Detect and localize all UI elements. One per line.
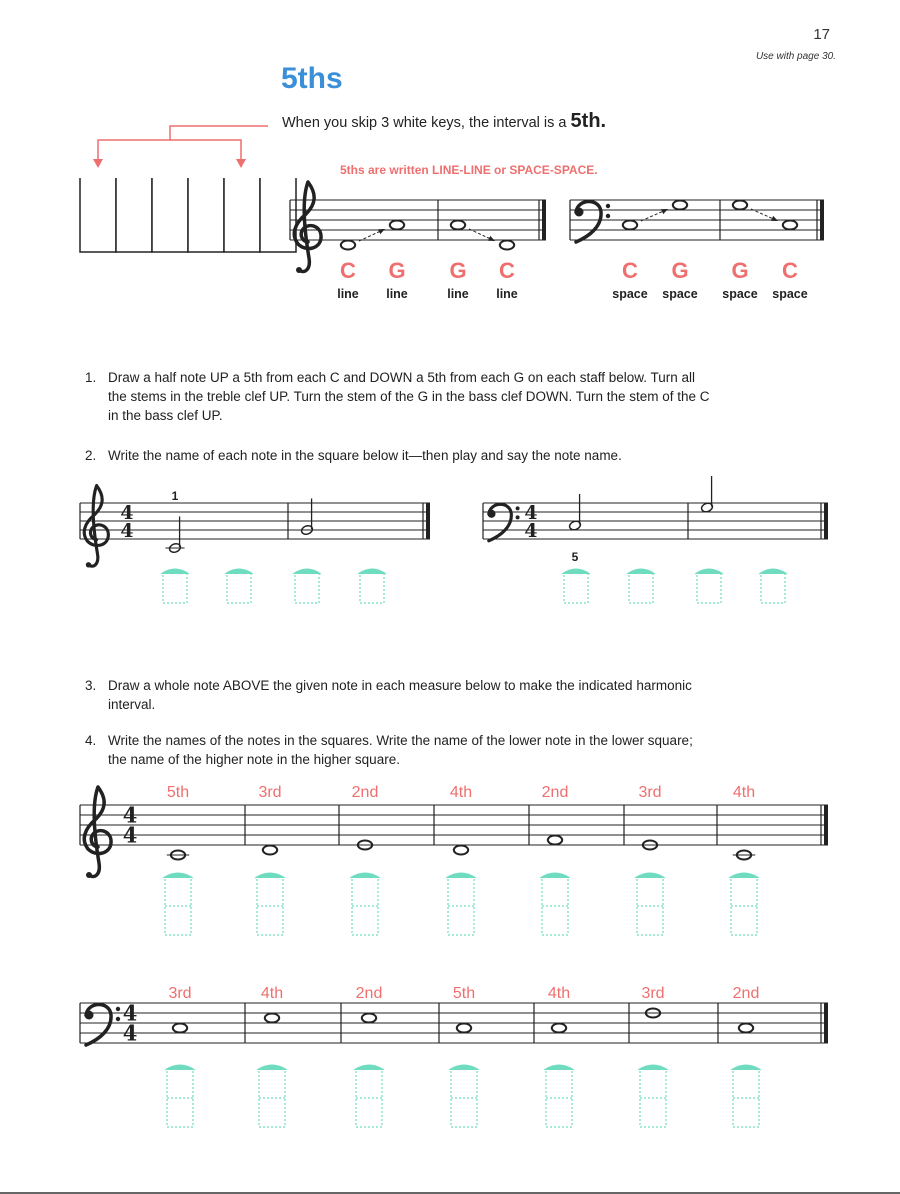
instruction-line: the stems in the treble clef UP. Turn the stem of the G in the bass clef DOWN. Turn the stem of the C xyxy=(108,389,710,404)
treble-clef xyxy=(84,787,111,877)
final-bar-line xyxy=(824,503,828,539)
interval-label: 3rd xyxy=(638,784,662,801)
time-signature-bottom: 4 xyxy=(524,519,538,542)
whole-note xyxy=(457,1024,471,1033)
piano-white-key xyxy=(188,176,224,252)
interval-label: 3rd xyxy=(168,985,192,1002)
bass-clef xyxy=(516,506,520,510)
instruction-line: Draw a whole note ABOVE the given note in each measure below to make the indicated harmonic xyxy=(108,678,692,693)
bass-clef xyxy=(516,515,520,519)
treble-clef xyxy=(296,267,302,273)
note-letter-label: G xyxy=(671,258,689,283)
skip-bracket xyxy=(170,140,241,160)
note-position-label: line xyxy=(447,287,469,301)
instruction-number: 3. xyxy=(85,678,97,693)
piano-white-key xyxy=(224,176,260,252)
piano-white-key xyxy=(116,176,152,252)
note-letter-label: G xyxy=(388,258,406,283)
whole-note xyxy=(739,1024,753,1033)
bass-clef xyxy=(85,1011,94,1020)
page-number: 17 xyxy=(813,26,830,43)
final-bar-line xyxy=(824,1003,828,1043)
interval-label: 4th xyxy=(547,985,571,1002)
interval-rule: 5ths are written LINE-LINE or SPACE-SPACE. xyxy=(340,163,598,177)
whole-note xyxy=(362,1014,376,1023)
note-position-label: space xyxy=(722,287,758,301)
whole-note xyxy=(173,1024,187,1033)
note-letter-label: G xyxy=(731,258,749,283)
bass-clef xyxy=(606,214,610,218)
arrow-head xyxy=(661,209,668,214)
answer-box xyxy=(629,573,653,603)
interval-label: 2nd xyxy=(355,985,383,1002)
final-bar-line xyxy=(542,200,546,240)
time-signature-bottom: 4 xyxy=(122,1020,138,1046)
whole-note xyxy=(263,846,277,855)
treble-clef xyxy=(84,486,108,567)
interval-label: 4th xyxy=(732,784,756,801)
intro-sentence: When you skip 3 white keys, the interval is a xyxy=(282,115,567,131)
time-signature-top: 4 xyxy=(120,501,134,524)
note-position-label: space xyxy=(662,287,698,301)
fingering-number: 1 xyxy=(171,489,179,503)
answer-box xyxy=(761,573,785,603)
whole-note xyxy=(548,836,562,845)
note-letter-label: C xyxy=(782,258,798,283)
interval-label: 5th xyxy=(452,985,476,1002)
whole-note xyxy=(454,846,468,855)
time-signature-top: 4 xyxy=(524,501,538,524)
bass-clef xyxy=(575,208,584,217)
interval-label: 2nd xyxy=(351,784,379,801)
piano-white-key xyxy=(80,176,116,252)
instruction-line: Write the names of the notes in the squares. Write the name of the lower note in the lower square; xyxy=(108,733,693,748)
whole-note xyxy=(500,241,514,250)
skip-bracket xyxy=(98,126,268,160)
whole-note xyxy=(733,201,747,210)
interval-label: 4th xyxy=(260,985,284,1002)
instruction-line: interval. xyxy=(108,697,156,712)
intro-emphasis: 5th. xyxy=(570,110,607,132)
bass-clef xyxy=(487,510,495,518)
whole-note xyxy=(552,1024,566,1033)
skip-arrow-head xyxy=(93,159,103,168)
fingering-number: 5 xyxy=(571,550,579,564)
note-position-label: line xyxy=(496,287,518,301)
answer-box xyxy=(697,573,721,603)
note-position-label: line xyxy=(337,287,359,301)
time-signature-bottom: 4 xyxy=(120,519,134,542)
piano-white-key xyxy=(152,176,188,252)
arrow-head xyxy=(771,216,778,221)
whole-note xyxy=(783,221,797,230)
treble-clef xyxy=(86,562,91,567)
time-signature-top: 4 xyxy=(122,802,138,828)
instruction-line: in the bass clef UP. xyxy=(108,408,223,423)
final-bar-line xyxy=(426,503,430,539)
treble-clef xyxy=(294,182,321,272)
answer-box xyxy=(360,573,384,603)
bass-clef xyxy=(606,204,610,208)
answer-box xyxy=(227,573,251,603)
final-bar-line xyxy=(820,200,824,240)
instruction-line: the name of the higher note in the higher square. xyxy=(108,752,400,767)
instruction-number: 4. xyxy=(85,733,97,748)
time-signature-bottom: 4 xyxy=(122,822,138,848)
interval-label: 3rd xyxy=(641,985,665,1002)
bass-clef xyxy=(116,1017,120,1021)
bass-clef xyxy=(116,1007,120,1011)
note-letter-label: G xyxy=(449,258,467,283)
interval-label: 5th xyxy=(166,784,190,801)
instruction-number: 2. xyxy=(85,448,97,463)
whole-note xyxy=(265,1014,279,1023)
answer-box xyxy=(564,573,588,603)
whole-note xyxy=(341,241,355,250)
interval-label: 4th xyxy=(449,784,473,801)
whole-note xyxy=(390,221,404,230)
treble-clef xyxy=(86,872,92,878)
page-title: 5ths xyxy=(281,62,343,95)
final-bar-line xyxy=(824,805,828,845)
whole-note xyxy=(623,221,637,230)
interval-label: 2nd xyxy=(541,784,569,801)
time-signature-top: 4 xyxy=(122,1000,138,1026)
answer-box xyxy=(163,573,187,603)
interval-label: 2nd xyxy=(732,985,760,1002)
whole-note xyxy=(673,201,687,210)
note-letter-label: C xyxy=(622,258,638,283)
page-reference: Use with page 30. xyxy=(755,51,836,62)
interval-label: 3rd xyxy=(258,784,282,801)
note-position-label: line xyxy=(386,287,408,301)
note-letter-label: C xyxy=(499,258,515,283)
answer-box xyxy=(295,573,319,603)
instruction-line: Write the name of each note in the square below it—then play and say the note name. xyxy=(108,448,622,463)
note-position-label: space xyxy=(612,287,648,301)
instruction-line: Draw a half note UP a 5th from each C and DOWN a 5th from each G on each staff below. Turn all xyxy=(108,370,696,385)
note-position-label: space xyxy=(772,287,808,301)
keyboard-top-mask xyxy=(79,174,297,178)
skip-arrow-head xyxy=(236,159,246,168)
instruction-number: 1. xyxy=(85,370,97,385)
whole-note xyxy=(451,221,465,230)
note-letter-label: C xyxy=(340,258,356,283)
